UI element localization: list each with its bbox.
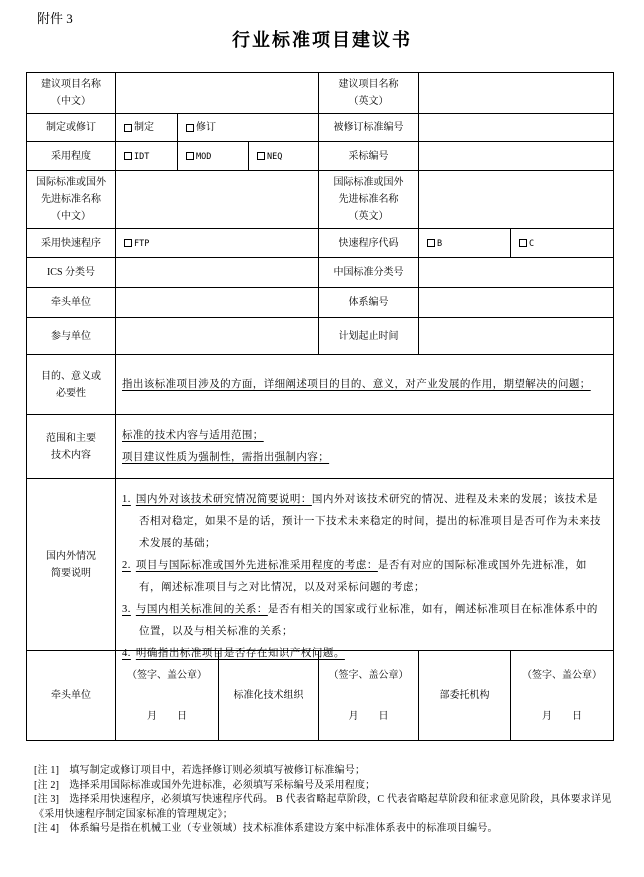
revise-checkbox-icon[interactable]: [186, 124, 194, 132]
develop-checkbox-icon[interactable]: [124, 124, 132, 132]
overview-item-3: 3. 与国内相关标准间的关系：是否有相关的国家或行业标准，如有，阐述标准项目在标准体系中的位置，以及与相关标准的关系；: [122, 604, 598, 637]
idt-checkbox-label: IDT: [134, 151, 150, 162]
lead-org-field[interactable]: [116, 288, 319, 317]
note-1: [注 1] 填写制定或修订项目中，若选择修订则必须填写被修订标准编号；: [34, 765, 366, 776]
code-c-checkbox-icon[interactable]: [519, 239, 527, 247]
overview-item-4: 4. 明确指出标准项目是否存在知识产权问题。: [122, 648, 345, 659]
adoption-no-label: 采标编号: [319, 142, 419, 170]
revise-option: [178, 114, 319, 141]
ftp-option: [116, 229, 319, 257]
row-scope: [27, 414, 613, 478]
overview-label: 国内外情况 简要说明: [27, 479, 116, 650]
sign-ministry-area[interactable]: [511, 651, 613, 740]
system-no-field[interactable]: [419, 288, 613, 317]
proposed-name-cn-field[interactable]: [116, 73, 319, 113]
mod-checkbox-icon[interactable]: [186, 152, 194, 160]
idt-option: [116, 142, 178, 170]
fast-track-label: 采用快速程序: [27, 229, 116, 257]
attachment-label: 附件 3: [37, 11, 73, 26]
ics-class-no-label: ICS 分类号: [27, 258, 116, 287]
system-no-label: 体系编号: [319, 288, 419, 317]
footnotes: [34, 764, 614, 837]
revised-standard-no-field[interactable]: [419, 114, 613, 141]
revise-checkbox-label: 修订: [196, 122, 216, 133]
row-adoption-degree: [27, 141, 613, 170]
scope-hint-line-2: 项目建议性质为强制性，需指出强制内容；: [122, 451, 330, 463]
intl-standard-name-cn-field[interactable]: [116, 171, 319, 228]
sign-date-hint: 月 日: [348, 710, 389, 722]
note-3: [注 3] 选择采用快速程序，必须填写快速程序代码。 B 代表省略起草阶段，C 代表省略起草阶段和征求意见阶段，具体要求详见《采用快速程序制定国家标准的管理规定》；: [34, 794, 612, 820]
participating-org-field[interactable]: [116, 318, 319, 354]
sign-ministry-label: 部委托机构: [419, 651, 511, 740]
proposal-form-table: [26, 72, 614, 741]
neq-option: [249, 142, 319, 170]
row-proposed-name: [27, 73, 613, 113]
code-c-option: [511, 229, 613, 257]
purpose-label: 目的、意义或 必要性: [27, 355, 116, 414]
proposed-name-en-field[interactable]: [419, 73, 613, 113]
china-standard-class-no-label: 中国标准分类号: [319, 258, 419, 287]
adoption-degree-label: 采用程度: [27, 142, 116, 170]
purpose-hint-text: 指出该标准项目涉及的方面，详细阐述项目的目的、意义，对产业发展的作用，期望解决的问题；: [122, 378, 591, 390]
planned-schedule-label: 计划起止时间: [319, 318, 419, 354]
overview-content-field[interactable]: [116, 479, 613, 659]
develop-checkbox-label: 制定: [134, 122, 154, 133]
sign-stamp-hint: （签字、盖公章）: [328, 669, 409, 681]
overview-item-1: 1. 国内外对该技术研究情况简要说明：国内外对该技术研究的情况、进程及未来的发展；该技术是否相对稳定，如果不是的话，预计一下技术未来稳定的时间，提出的标准项目是否可作为未来技术发展的基础；: [122, 494, 601, 549]
mod-checkbox-label: MOD: [196, 151, 212, 162]
develop-or-revise-label: 制定或修订: [27, 114, 116, 141]
intl-standard-name-en-label: 国际标准或国外 先进标准名称 （英文）: [319, 171, 419, 228]
mod-option: [178, 142, 249, 170]
neq-checkbox-icon[interactable]: [257, 152, 265, 160]
row-lead-org: [27, 287, 613, 317]
row-overview: [27, 478, 613, 659]
sign-std-org-area[interactable]: [319, 651, 419, 740]
row-signatures: [27, 650, 613, 740]
row-ics-class: [27, 257, 613, 287]
code-c-checkbox-label: C: [529, 238, 535, 249]
sign-lead-org-area[interactable]: [116, 651, 219, 740]
proposed-name-en-label: 建议项目名称 （英文）: [319, 73, 419, 113]
china-standard-class-no-field[interactable]: [419, 258, 613, 287]
ftp-checkbox-icon[interactable]: [124, 239, 132, 247]
revised-standard-no-label: 被修订标准编号: [319, 114, 419, 141]
fast-track-code-label: 快速程序代码: [319, 229, 419, 257]
neq-checkbox-label: NEQ: [267, 151, 283, 162]
proposed-name-cn-label: 建议项目名称 （中文）: [27, 73, 116, 113]
sign-stamp-hint: （签字、盖公章）: [522, 669, 602, 681]
page-title: 行业标准项目建议书: [232, 30, 412, 50]
intl-standard-name-en-field[interactable]: [419, 171, 613, 228]
scope-content-field[interactable]: [116, 415, 613, 478]
sign-stamp-hint: （签字、盖公章）: [127, 669, 207, 681]
develop-option: [116, 114, 178, 141]
scope-hint-line-1: 标准的技术内容与适用范围；: [122, 429, 264, 441]
code-b-checkbox-icon[interactable]: [427, 239, 435, 247]
row-intl-standard-name: [27, 170, 613, 228]
sign-lead-org-label: 牵头单位: [27, 651, 116, 740]
sign-std-org-label: 标准化技术组织: [219, 651, 319, 740]
participating-org-label: 参与单位: [27, 318, 116, 354]
note-2: [注 2] 选择采用国际标准或国外先进标准，必须填写采标编号及采用程度；: [34, 779, 376, 791]
sign-date-hint: 月 日: [147, 710, 187, 722]
lead-org-label: 牵头单位: [27, 288, 116, 317]
code-b-option: [419, 229, 511, 257]
planned-schedule-field[interactable]: [419, 318, 613, 354]
note-4: [注 4] 体系编号是指在机械工业（专业领域）技术标准体系建设方案中标准体系表中的标准项目编号。: [34, 823, 498, 834]
overview-item-2: 2. 项目与国际标准或国外先进标准采用程度的考虑：是否有对应的国际标准或国外先进标准，如有，阐述标准项目与之对比情况，以及对采标问题的考虑；: [122, 560, 587, 593]
row-fast-track: [27, 228, 613, 257]
code-b-checkbox-label: B: [437, 238, 443, 249]
row-develop-or-revise: [27, 113, 613, 141]
purpose-content-field[interactable]: [116, 355, 613, 414]
ics-class-no-field[interactable]: [116, 258, 319, 287]
adoption-no-field[interactable]: [419, 142, 613, 170]
idt-checkbox-icon[interactable]: [124, 152, 132, 160]
row-participating-org: [27, 317, 613, 354]
ftp-checkbox-label: FTP: [134, 238, 150, 249]
scope-label: 范围和主要 技术内容: [27, 415, 116, 478]
row-purpose: [27, 354, 613, 414]
intl-standard-name-cn-label: 国际标准或国外 先进标准名称 （中文）: [27, 171, 116, 228]
sign-date-hint: 月 日: [542, 710, 582, 722]
